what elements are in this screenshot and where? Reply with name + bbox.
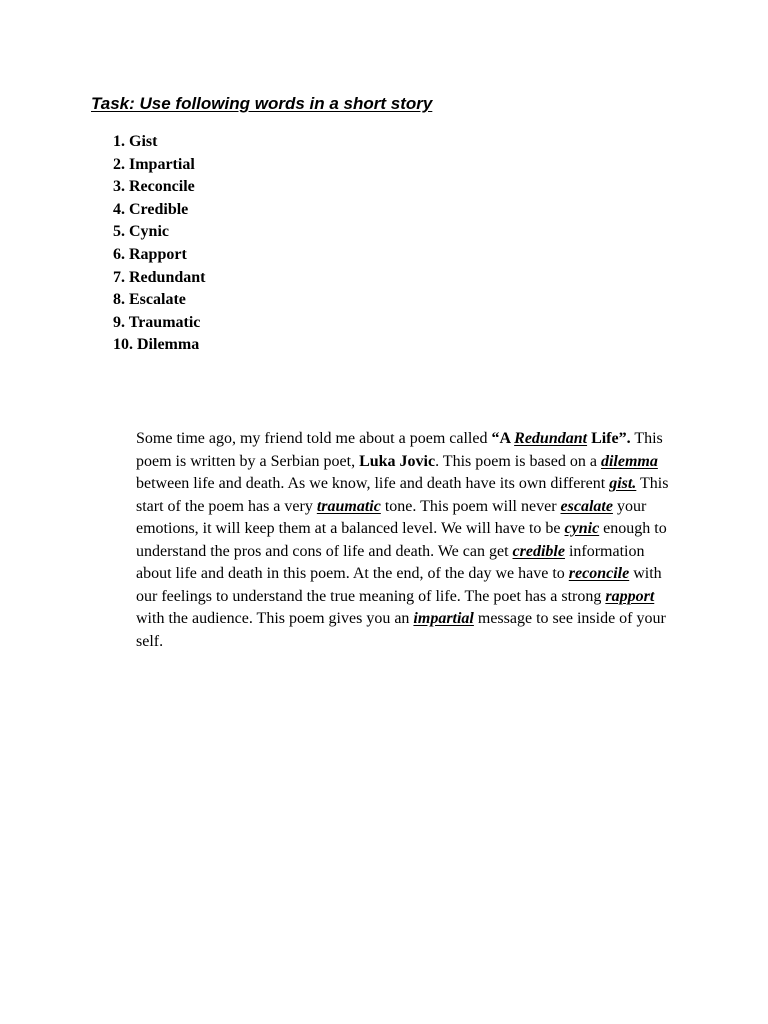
story-text: information about life and death in this poem. At the end, of the day we have to [136,542,645,582]
keyword-dilemma: dilemma [600,452,658,470]
list-item: 4. Credible [113,200,189,218]
keyword-rapport: rapport [605,587,655,605]
keyword-gist: gist. [609,475,637,492]
list-item: 5. Cynic [113,223,169,241]
keyword-impartial: impartial [413,610,474,627]
list-item: 7. Redundant [113,268,206,286]
story-text: tone. This poem will never [380,497,561,515]
vocabulary-list [113,131,205,357]
keyword-credible: credible [512,542,565,560]
story-text: . This poem is based on a [435,452,601,470]
list-item: 1. Gist [113,133,158,150]
poet-name: Luka Jovic [359,452,436,470]
story-paragraph [136,428,684,653]
story-text: Some time ago, my friend told me about a poem called [136,430,492,447]
story-text: with the audience. This poem gives you an [136,610,414,627]
list-item: 2. Impartial [113,155,195,173]
story-text: with our feelings to understand the true meaning of life. The poet has a strong [136,565,662,605]
task-title: Task: Use following words in a short story [91,94,433,113]
keyword-reconcile: reconcile [568,565,630,582]
poem-title-close: Life”. [587,430,631,447]
keyword-traumatic: traumatic [316,497,381,515]
story-text: This poem is written by a Serbian poet, [136,430,663,470]
keyword-escalate: escalate [560,497,613,515]
poem-title-open: “A [491,430,515,447]
keyword-cynic: cynic [564,520,600,537]
story-text: your emotions, it will keep them at a balanced level. We will have to be [136,497,647,537]
list-item: 6. Rapport [113,245,187,263]
story-text: enough to understand the pros and cons of life and death. We can get [136,520,667,560]
keyword-redundant: Redundant [514,430,588,447]
list-item: 9. Traumatic [113,313,201,331]
story-text: message to see inside of your self. [136,610,666,650]
list-item: 3. Reconcile [113,178,195,196]
list-item: 10. Dilemma [113,336,200,354]
story-text: between life and death. As we know, life and death have its own different [136,475,610,492]
list-item: 8. Escalate [113,291,186,309]
story-text: This start of the poem has a very [136,475,669,515]
